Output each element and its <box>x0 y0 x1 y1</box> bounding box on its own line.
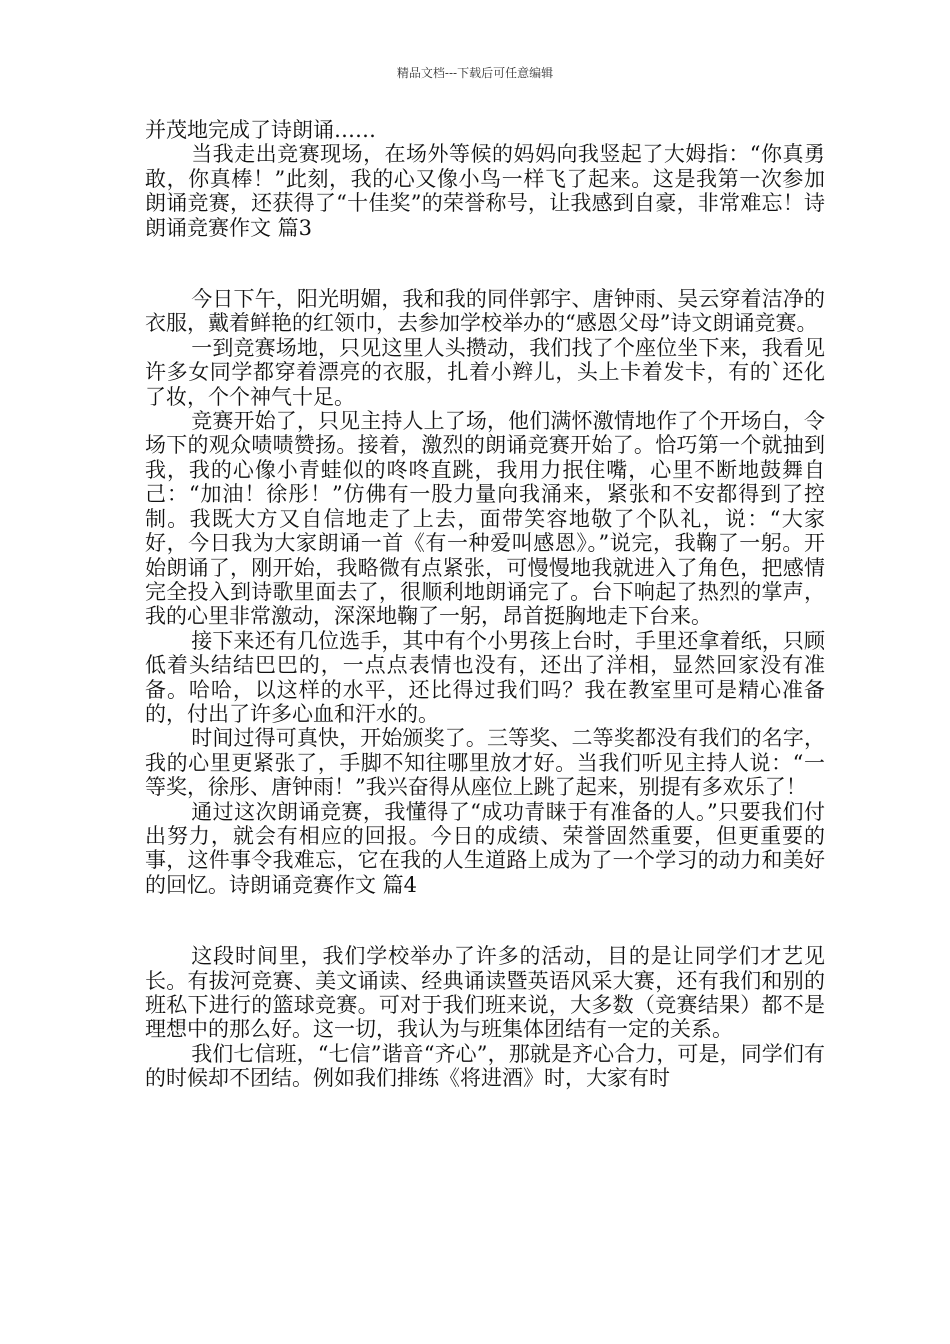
section-gap <box>145 240 825 287</box>
page-header: 精品文档---下载后可任意编辑 <box>396 66 554 80</box>
paragraph: 接下来还有几位选手，其中有个小男孩上台时，手里还拿着纸，只顾低着头结结巴巴的，一点点表情也没有，还出了洋相，显然回家没有准备。哈哈，以这样的水平，还比得过我们吗？我在教室里可是精心准备的，付出了许多心血和汗水的。 <box>145 628 825 726</box>
paragraph: 今日下午，阳光明媚，我和我的同伴郭宇、唐钟雨、吴云穿着洁净的衣服，戴着鲜艳的红领巾，去参加学校举办的“感恩父母”诗文朗诵竞赛。 <box>145 287 825 336</box>
paragraph: 我们七信班，“七信”谐音“齐心”，那就是齐心合力，可是，同学们有的时候却不团结。例如我们排练《将进酒》时，大家有时 <box>145 1041 825 1091</box>
paragraph: 一到竞赛场地，只见这里人头攒动，我们找了个座位坐下来，我看见许多女同学都穿着漂亮的衣服，扎着小辫儿，头上卡着发卡，有的`还化了妆，个个神气十足。 <box>145 335 825 409</box>
paragraph: 并茂地完成了诗朗诵…… <box>145 118 376 142</box>
paragraph: 当我走出竞赛现场，在场外等候的妈妈向我竖起了大姆指：“你真勇敢，你真棒！”此刻，我的心又像小鸟一样飞了起来。这是我第一次参加朗诵竞赛，还获得了“十佳奖”的荣誉称号，让我感到自豪，非常难忘！诗朗诵竞赛作文 篇3 <box>145 142 825 240</box>
paragraph: 这段时间里，我们学校举办了许多的活动，目的是让同学们才艺见长。有拔河竞赛、美文诵读、经典诵读暨英语风采大赛，还有我们和别的班私下进行的篮球竞赛。可对于我们班来说，大多数（竞赛结果）都不是理想中的那么好。这一切，我认为与班集体团结有一定的关系。 <box>145 944 825 1042</box>
paragraph: 竞赛开始了，只见主持人上了场，他们满怀激情地作了个开场白，令场下的观众啧啧赞扬。接着，激烈的朗诵竞赛开始了。恰巧第一个就抽到我，我的心像小青蛙似的咚咚直跳，我用力抿住嘴，心里不断地鼓舞自己：“加油！徐彤！”仿佛有一股力量向我涌来，紧张和不安都得到了控制。我既大方又自信地走了上去，面带笑容地敬了个队礼，说：“大家好，今日我为大家朗诵一首《有一种爱叫感恩》。”说完，我鞠了一躬。开始朗诵了，刚开始，我略微有点紧张，可慢慢地我就进入了角色，把感情完全投入到诗歌里面去了，很顺利地朗诵完了。台下响起了热烈的掌声，我的心里非常激动，深深地鞠了一躬，昂首挺胸地走下台来。 <box>145 409 825 629</box>
section-gap <box>145 897 825 944</box>
document-body <box>145 118 825 1091</box>
paragraph: 通过这次朗诵竞赛，我懂得了“成功青睐于有准备的人。”只要我们付出努力，就会有相应的回报。今日的成绩、荣誉固然重要，但更重要的事，这件事令我难忘，它在我的人生道路上成为了一个学习的动力和美好的回忆。诗朗诵竞赛作文 篇4 <box>145 799 825 897</box>
paragraph: 时间过得可真快，开始颁奖了。三等奖、二等奖都没有我们的名字，我的心里更紧张了，手脚不知往哪里放才好。当我们听见主持人说：“一等奖，徐彤、唐钟雨！”我兴奋得从座位上跳了起来，别提有多欢乐了！ <box>145 726 825 800</box>
